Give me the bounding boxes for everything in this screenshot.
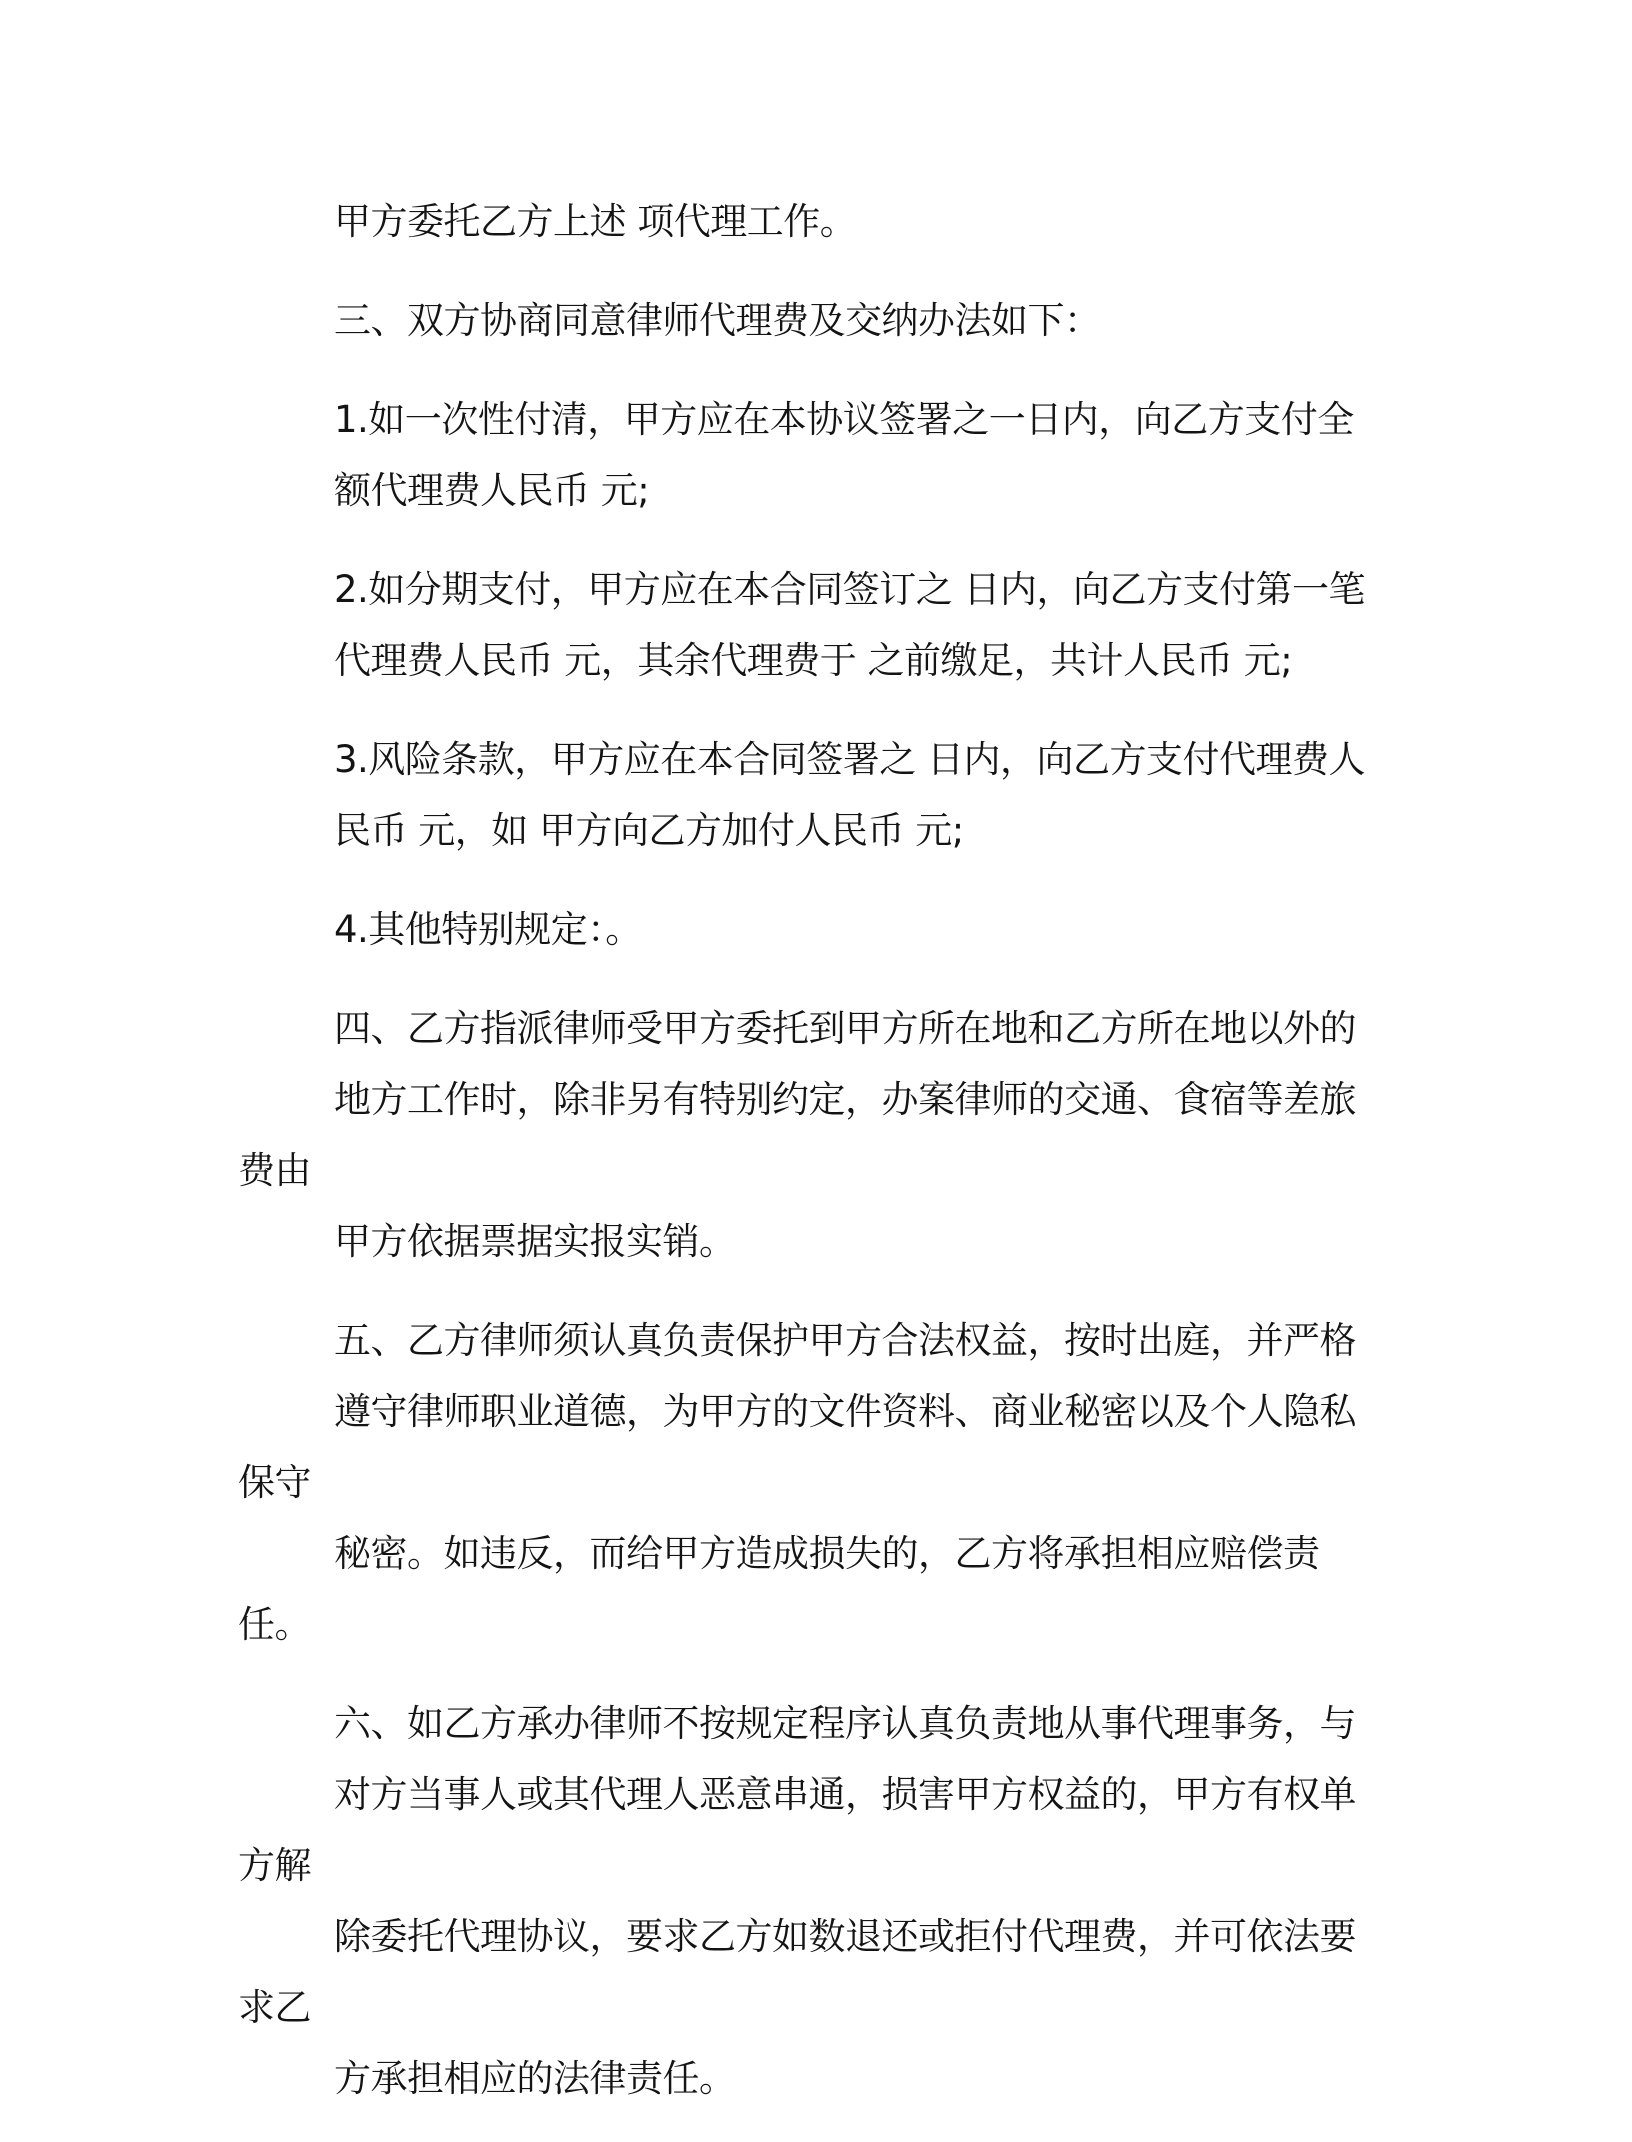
paragraph-line: 2.如分期支付，甲方应在本合同签订之 日内，向乙方支付第一笔 [334,568,1366,611]
paragraph-line: 甲方委托乙方上述 项代理工作。 [334,200,857,243]
paragraph-line: 代理费人民币 元，其余代理费于 之前缴足，共计人民币 元; [334,639,1293,682]
paragraph-line: 对方当事人或其代理人恶意串通，损害甲方权益的，甲方有权单方解 [238,1773,1356,1887]
paragraph-line: 4.其他特别规定：。 [334,908,642,951]
paragraph-item-2-installments [238,554,1388,696]
paragraph-section-3-heading [238,285,1388,356]
paragraph-item-3-risk-clause [238,724,1388,866]
paragraph-line: 甲方依据票据实报实销。 [334,1220,736,1263]
paragraph-delegation [238,186,1388,257]
document-body [238,186,1388,2142]
paragraph-line: 三、双方协商同意律师代理费及交纳办法如下： [334,299,1101,342]
paragraph-line: 方承担相应的法律责任。 [334,2057,736,2100]
paragraph-line: 1.如一次性付清，甲方应在本协议签署之一日内，向乙方支付全 [334,398,1354,441]
paragraph-section-6-termination [238,1688,1388,2114]
paragraph-line: 地方工作时，除非另有特别约定，办案律师的交通、食宿等差旅费由 [238,1078,1356,1192]
paragraph-line: 四、乙方指派律师受甲方委托到甲方所在地和乙方所在地以外的 [334,1007,1356,1050]
paragraph-line: 秘密。如违反，而给甲方造成损失的，乙方将承担相应赔偿责任。 [238,1532,1320,1646]
paragraph-line: 额代理费人民币 元; [334,469,650,512]
paragraph-line: 遵守律师职业道德，为甲方的文件资料、商业秘密以及个人隐私保守 [238,1390,1356,1504]
paragraph-item-4-other [238,894,1388,965]
paragraph-line: 六、如乙方承办律师不按规定程序认真负责地从事代理事务，与 [334,1702,1356,1745]
paragraph-section-4-travel [238,993,1388,1277]
paragraph-item-1-lump-sum [238,384,1388,526]
paragraph-line: 民币 元，如 甲方向乙方加付人民币 元; [334,809,964,852]
paragraph-line: 五、乙方律师须认真负责保护甲方合法权益，按时出庭，并严格 [334,1319,1356,1362]
paragraph-line: 3.风险条款，甲方应在本合同签署之 日内，向乙方支付代理费人 [334,738,1366,781]
paragraph-line: 除委托代理协议，要求乙方如数退还或拒付代理费，并可依法要求乙 [238,1915,1356,2029]
paragraph-section-5-duties [238,1305,1388,1660]
